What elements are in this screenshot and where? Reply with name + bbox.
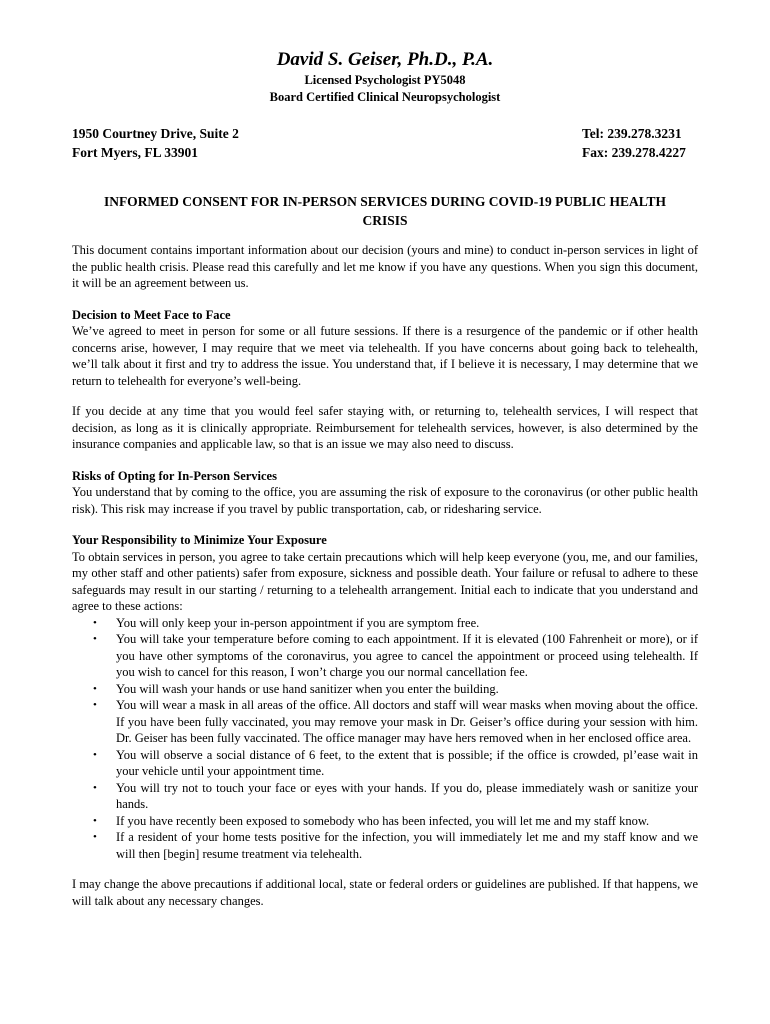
address-line-1: 1950 Courtney Drive, Suite 2 bbox=[72, 126, 239, 141]
phone-fax bbox=[582, 124, 698, 162]
list-item-text: You will wash your hands or use hand sanitizer when you enter the building. bbox=[116, 681, 499, 696]
list-item bbox=[93, 615, 698, 632]
list-item-text: You will only keep your in-person appointment if you are symptom free. bbox=[116, 615, 480, 630]
section-heading-decision: Decision to Meet Face to Face bbox=[72, 307, 231, 322]
section-heading-responsibility: Your Responsibility to Minimize Your Exposure bbox=[72, 533, 327, 547]
bullet-icon: • bbox=[93, 748, 97, 761]
fax: Fax: 239.278.4227 bbox=[582, 145, 686, 160]
list-item bbox=[93, 829, 698, 862]
list-item-text: You will take your temperature before coming to each appointment. If it is elevated (100 Fahrenheit or more), or if you have other symptoms of the coronavirus, you agree to cancel the appointment or proceed using telehealth. If you wish to cancel for this reason, I won’t charge you our normal cancellation fee. bbox=[116, 632, 698, 679]
bullet-icon: • bbox=[93, 633, 97, 645]
document-title: INFORMED CONSENT FOR IN-PERSON SERVICES DURING COVID-19 PUBLIC HEALTH CRISIS bbox=[103, 194, 667, 228]
list-item bbox=[93, 697, 698, 747]
list-item-text: You will observe a social distance of 6 feet, to the extent that is possible; if the office is crowded, pl’ease wait in your vehicle until your appointment time. bbox=[116, 747, 698, 778]
address bbox=[72, 124, 239, 162]
list-item bbox=[93, 631, 698, 681]
practitioner-name: David S. Geiser, Ph.D., P.A. bbox=[276, 49, 494, 70]
list-item-text: You will wear a mask in all areas of the office. All doctors and staff will wear masks when moving about the office. If you have been fully vaccinated, you may remove your mask in Dr. Geiser’s office during your session with him. Dr. Geiser has been fully vaccinated. The office manager may have hers removed when in her enclosed office area. bbox=[116, 698, 698, 745]
closing-paragraph: I may change the above precautions if additional local, state or federal orders or guidelines are published. If that happens, we will talk about any necessary changes. bbox=[72, 877, 698, 908]
bullet-icon: • bbox=[93, 616, 97, 629]
section-heading-risks: Risks of Opting for In-Person Services bbox=[72, 468, 277, 483]
section-paragraph: If you decide at any time that you would feel safer staying with, or returning to, telehealth services, I will respect that decision, as long as it is clinically appropriate. Reimbursement for telehealth services, however, is also determined by the insurance companies and applicable law, so that is an issue we may also need to discuss. bbox=[72, 404, 698, 451]
precautions-list bbox=[72, 615, 698, 863]
list-item bbox=[93, 780, 698, 813]
section-paragraph: You understand that by coming to the office, you are assuming the risk of exposure to the coronavirus (or other public health risk). This risk may increase if you travel by public transportation, cab, or ridesharing service. bbox=[72, 485, 698, 516]
list-item-text: You will try not to touch your face or eyes with your hands. If you do, please immediately wash or sanitize your hands. bbox=[116, 780, 698, 811]
list-item bbox=[93, 747, 698, 780]
bullet-icon: • bbox=[93, 831, 97, 843]
bullet-icon: • bbox=[93, 781, 97, 794]
section-paragraph: We’ve agreed to meet in person for some or all future sessions. If there is a resurgence of the pandemic or if other health concerns arise, however, I may require that we meet via telehealth. If you have concerns about going back to telehealth, we’ll talk about it first and try to address the issue. You understand that, if I believe it is necessary, I may determine that we return to telehealth for everyone’s well-being. bbox=[72, 324, 698, 388]
list-item-text: If you have recently been exposed to somebody who has been infected, you will let me and my staff know. bbox=[116, 813, 650, 828]
list-item bbox=[93, 813, 698, 830]
intro-paragraph: This document contains important information about our decision (yours and mine) to conduct in-person services in light of the public health crisis. Please read this carefully and let me know if you have any questions. When you sign this document, it will be an agreement between us. bbox=[72, 243, 698, 290]
certification-line: Board Certified Clinical Neuropsychologist bbox=[269, 90, 501, 104]
bullet-icon: • bbox=[93, 699, 97, 711]
license-line: Licensed Psychologist PY5048 bbox=[304, 73, 466, 87]
telephone: Tel: 239.278.3231 bbox=[582, 126, 682, 141]
section-paragraph: To obtain services in person, you agree to take certain precautions which will help keep everyone (you, me, and our families, my other staff and other patients) safer from exposure, sickness and possible death. Your failure or refusal to adhere to these safeguards may result in our starting / returning to a telehealth arrangement. Initial each to indicate that you understand and agree to these actions: bbox=[72, 549, 698, 613]
bullet-icon: • bbox=[93, 682, 97, 695]
list-item-text: If a resident of your home tests positive for the infection, you will immediately let me and my staff know and we will then [begin] resume treatment via telehealth. bbox=[116, 830, 698, 861]
bullet-icon: • bbox=[93, 814, 97, 827]
address-line-2: Fort Myers, FL 33901 bbox=[72, 145, 198, 160]
list-item bbox=[93, 681, 698, 698]
contact-block bbox=[72, 124, 698, 162]
